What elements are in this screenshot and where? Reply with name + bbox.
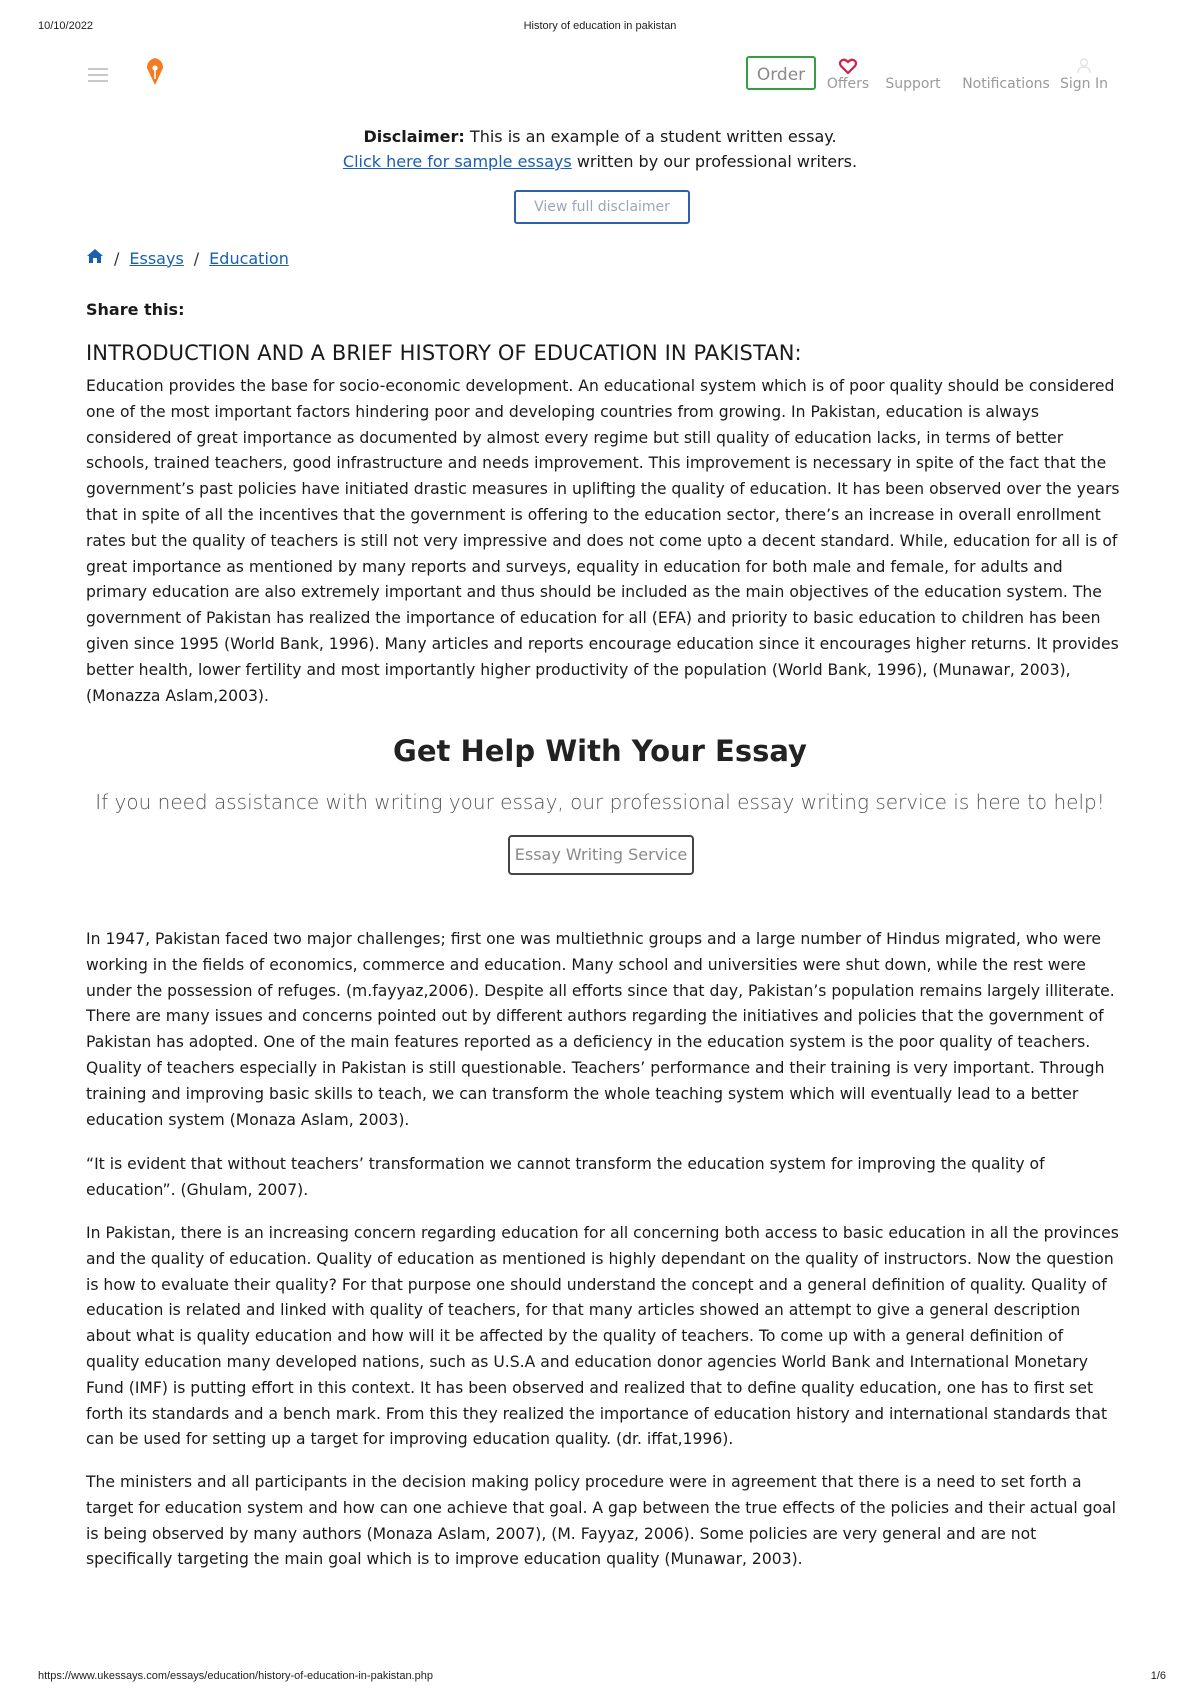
view-full-disclaimer-button[interactable]: View full disclaimer (514, 190, 690, 224)
heart-icon (839, 58, 857, 74)
hamburger-menu-icon[interactable] (88, 68, 108, 82)
disclaimer-text: This is an example of a student written essay. (469, 127, 837, 146)
nav-support[interactable] (880, 54, 946, 92)
logo-pen-icon[interactable] (144, 56, 166, 86)
nav-offers[interactable] (822, 54, 874, 92)
essay-writing-service-button[interactable]: Essay Writing Service (508, 835, 694, 875)
article-paragraph: The ministers and all participants in the decision making policy procedure were in agreement that there is a need to set forth a target for education system and how can one achieve that goal. A gap between the true effects of the policies and their actual goal is being observed by many authors (Monaza Aslam, 2007), (M. Fayyaz, 2006). Some policies are very general and are not specifically targeting the main goal which is to improve education quality (Munawar, 2003). (86, 1473, 1117, 1569)
sample-essays-link[interactable]: Click here for sample essays (342, 152, 572, 171)
article-heading: INTRODUCTION AND A BRIEF HISTORY OF EDUCATION IN PAKISTAN: (86, 341, 802, 365)
nav-sign-in-label: Sign In (1060, 76, 1108, 92)
sample-essays-line (0, 149, 1200, 174)
home-icon[interactable] (86, 248, 104, 268)
breadcrumb-separator: / (114, 248, 120, 268)
nav-support-label: Support (885, 76, 941, 92)
article-quote-paragraph: “It is evident that without teachers’ transformation we cannot transform the education system for improving the quality of education”. (Ghulam, 2007). (86, 1155, 1045, 1199)
cta-subtext: If you need assistance with writing your essay, our professional essay writing service is here to help! (95, 790, 1105, 814)
share-label: Share this: (86, 300, 185, 319)
print-date: 10/10/2022 (38, 20, 94, 32)
print-footer (0, 1670, 1200, 1686)
breadcrumb-essays[interactable]: Essays (129, 248, 184, 268)
article-paragraph: In Pakistan, there is an increasing concern regarding education for all concerning both access to basic education in all the provinces and the quality of education. Quality of education as mentioned is highly dependant on the quality of instructors. Now the question is how to evaluate their quality? For that purpose one should understand the concept and a general definition of quality. Quality of education is related and linked with quality of teachers, for that many articles showed an attempt to give a general description about what is quality education and how will it be affected by the quality of teachers. To come up with a general definition of quality education many developed nations, such as U.S.A and education donor agencies World Bank and International Monetary Fund (IMF) is putting effort in this context. It has been observed and realized that to define quality education, one has to first set forth its standards and a bench mark. From this they realized the importance of education history and international standards that can be used for setting up a target for improving education quality. (dr. iffat,1996). (86, 1224, 1119, 1449)
breadcrumb-separator: / (193, 248, 200, 268)
disclaimer-block (0, 124, 1200, 174)
nav-notifications-label: Notifications (962, 76, 1050, 92)
breadcrumb (86, 248, 289, 268)
nav-notifications[interactable] (954, 54, 1058, 92)
top-navbar (0, 52, 1200, 102)
breadcrumb-education[interactable]: Education (209, 248, 289, 268)
print-title: History of education in pakistan (523, 20, 677, 32)
nav-offers-label: Offers (826, 76, 870, 92)
nav-sign-in[interactable] (1056, 54, 1112, 92)
order-button[interactable]: Order (746, 56, 816, 90)
sample-essays-suffix: written by our professional writers. (576, 152, 858, 171)
user-icon (1077, 58, 1091, 74)
article-paragraph: In 1947, Pakistan faced two major challenges; first one was multiethnic groups and a large number of Hindus migrated, who were working in the fields of economics, commerce and education. Many school and universities were shut down, while the rest were under the possession of refuges. (m.fayyaz,2006). Despite all efforts since that day, Pakistan’s population remains largely illiterate. There are many issues and concerns pointed out by different authors regarding the initiatives and policies that the government of Pakistan has adopted. One of the main features reported as a deficiency in the education system is the poor quality of teachers. Quality of teachers especially in Pakistan is still questionable. Teachers’ performance and their training is very important. Through training and improving basic skills to teach, we can transform the whole teaching system which will eventually lead to a better education system (Monaza Aslam, 2003). (86, 930, 1115, 1129)
print-url: https://www.ukessays.com/essays/education/history-of-education-in-pakistan.php (38, 1670, 433, 1682)
disclaimer-line (0, 124, 1200, 149)
cta-heading: Get Help With Your Essay (393, 734, 807, 768)
print-header (0, 20, 1200, 36)
print-page-number: 1/6 (1150, 1670, 1166, 1682)
disclaimer-bold-label: Disclaimer: (363, 127, 465, 146)
article-paragraph: Education provides the base for socio-economic development. An educational system which is of poor quality should be considered one of the most important factors hindering poor and developing countries from growing. In Pakistan, education is always considered of great importance as documented by almost every regime but still quality of education lacks, in terms of better schools, trained teachers, good infrastructure and needs improvement. This improvement is necessary in spite of the fact that the government’s past policies have initiated drastic measures in uplifting the quality of education. It has been observed over the years that in spite of all the incentives that the government is offering to the education sector, there’s an increase in overall enrollment rates but the quality of teachers is still not very impressive and does not come upto a decent standard. While, education for all is of great importance as mentioned by many reports and surveys, equality in education for both male and female, for adults and primary education are also extremely important and thus should be included as the main objectives of the education system. The government of Pakistan has realized the importance of education for all (EFA) and priority to basic education to children has been given since 1995 (World Bank, 1996). Many articles and reports encourage education since it encourages higher returns. It provides better health, lower fertility and most importantly higher productivity of the population (World Bank, 1996), (Munawar, 2003), (Monazza Aslam,2003). (86, 377, 1120, 705)
